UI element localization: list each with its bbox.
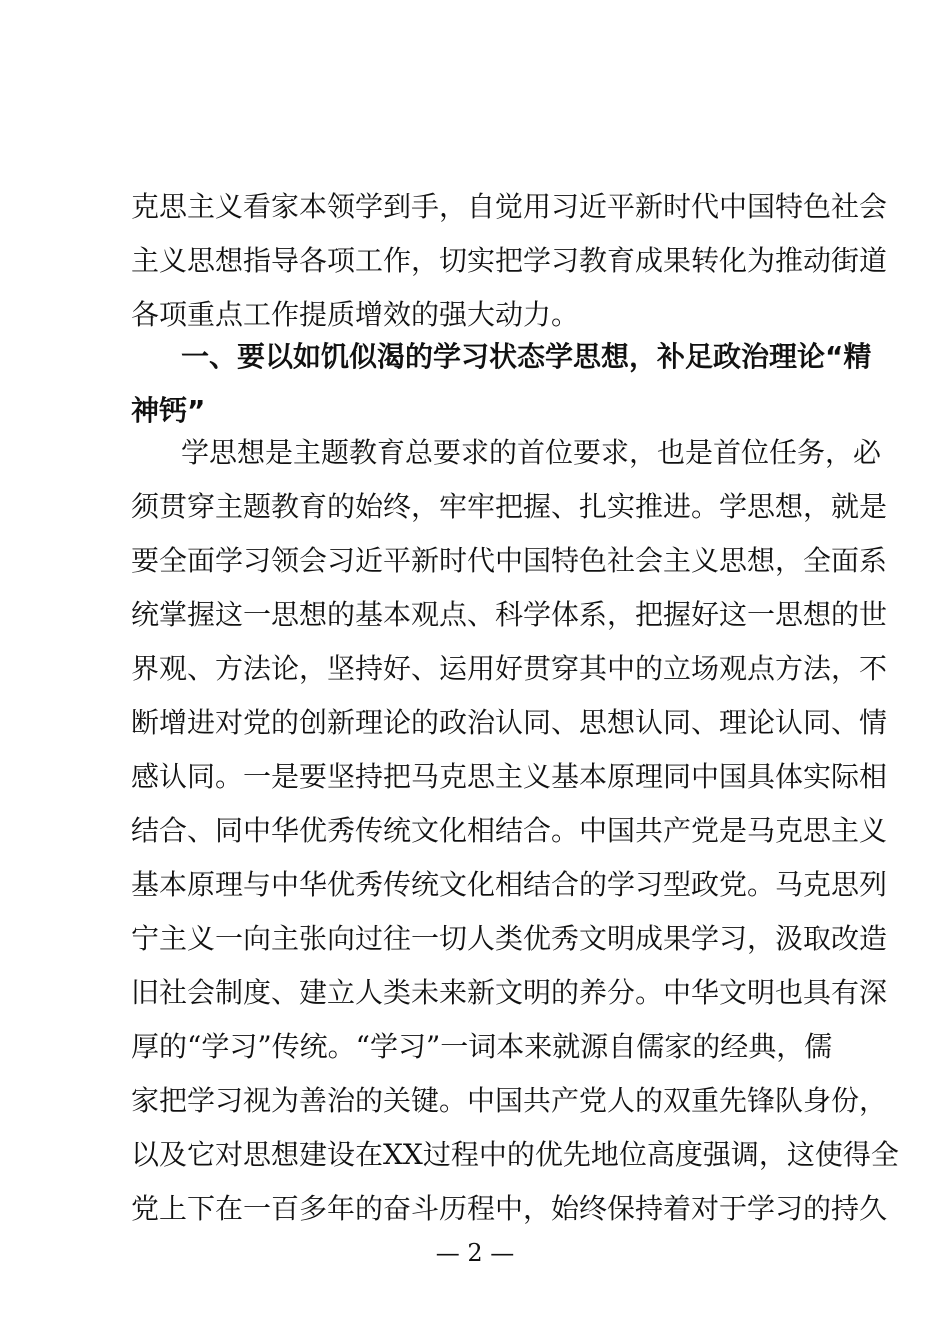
text-line: 要全面学习领会习近平新时代中国特色社会主义思想，全面系 <box>131 544 888 577</box>
text-line: 界观、方法论，坚持好、运用好贯穿其中的立场观点方法，不 <box>131 652 888 685</box>
text-line: 家把学习视为善治的关键。中国共产党人的双重先锋队身份， <box>131 1084 888 1117</box>
text-line: 感认同。一是要坚持把马克思主义基本原理同中国具体实际相 <box>131 760 888 793</box>
text-line: 断增进对党的创新理论的政治认同、思想认同、理论认同、情 <box>131 706 888 739</box>
heading-line: 神钙” <box>131 394 206 427</box>
text-line: 结合、同中华优秀传统文化相结合。中国共产党是马克思主义 <box>131 814 888 847</box>
heading-line: 一、要以如饥似渴的学习状态学思想，补足政治理论“精 <box>181 340 872 373</box>
text-line: 厚的“学习”传统。“学习”一词本来就源自儒家的经典，儒 <box>131 1030 833 1063</box>
section-heading <box>131 330 872 438</box>
text-line: 宁主义一向主张向过往一切人类优秀文明成果学习，汲取改造 <box>131 922 888 955</box>
text-line: 克思主义看家本领学到手，自觉用习近平新时代中国特色社会 <box>131 190 888 223</box>
text-line: 主义思想指导各项工作，切实把学习教育成果转化为推动街道 <box>131 244 888 277</box>
page-number: — 2 — <box>435 1239 515 1267</box>
text-line: 各项重点工作提质增效的强大动力。 <box>131 298 580 331</box>
text-line: 基本原理与中华优秀传统文化相结合的学习型政党。马克思列 <box>131 868 888 901</box>
intro-paragraph <box>131 180 888 342</box>
text-line: 党上下在一百多年的奋斗历程中，始终保持着对于学习的持久 <box>131 1192 888 1225</box>
text-line: 须贯穿主题教育的始终，牢牢把握、扎实推进。学思想，就是 <box>131 490 888 523</box>
text-line: 统掌握这一思想的基本观点、科学体系，把握好这一思想的世 <box>131 598 888 631</box>
text-line: 以及它对思想建设在XX过程中的优先地位高度强调，这使得全 <box>131 1138 899 1171</box>
text-line: 旧社会制度、建立人类未来新文明的养分。中华文明也具有深 <box>131 976 888 1009</box>
text-line: 学思想是主题教育总要求的首位要求，也是首位任务，必 <box>181 436 882 469</box>
body-paragraph <box>131 426 899 1236</box>
